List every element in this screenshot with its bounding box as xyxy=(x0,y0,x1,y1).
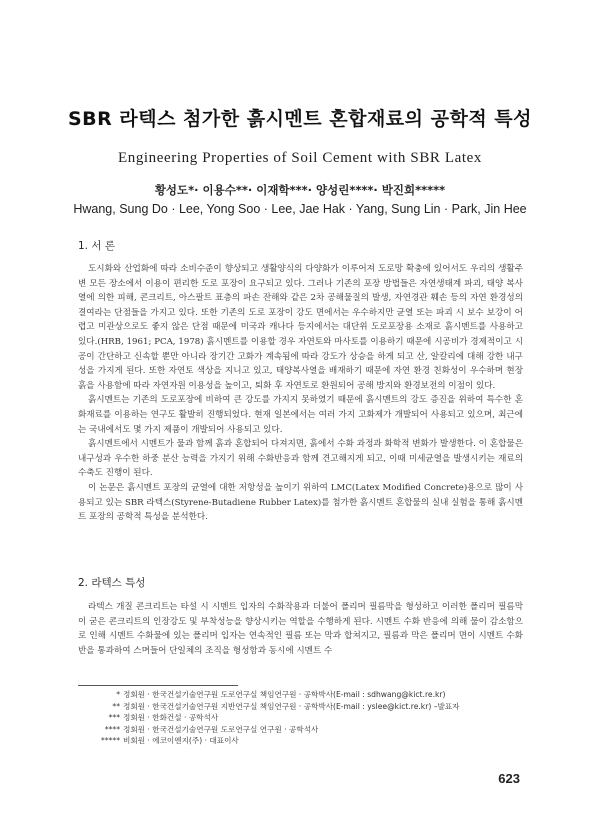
author-list-korean: 황성도*· 이용수**· 이재학***· 양성린****· 박진희***** xyxy=(154,183,446,197)
footnote xyxy=(78,689,538,701)
paragraph: 흙시멘트는 기존의 도로포장에 비하여 큰 강도를 가지지 못하였기 때문에 흙시멘트의 강도 증진을 위하여 특수한 혼화재료를 이용하는 연구도 활발히 진행되었다. 현재 일본에서는 여러 가지 고화제가 개발되어 사용되고 있으며, 최근에는 국내에서도 몇 가지 제품이 개발되어 사용되고 있다. xyxy=(78,395,523,435)
footnote-divider xyxy=(78,685,238,686)
footnote-mark: **** xyxy=(104,724,120,734)
footnote-text: 정회원 · 한화건설 · 공학석사 xyxy=(123,713,219,722)
footnote-text: 비회원 · 에코이엔지(주) · 대표이사 xyxy=(123,736,239,745)
footnote-mark: ***** xyxy=(101,736,120,745)
footnote xyxy=(78,712,538,724)
paper-title-korean: SBR 라텍스 첨가한 흙시멘트 혼합재료의 공학적 특성 xyxy=(67,108,533,130)
footnote-text: 정회원 · 한국건설기술연구원 도로연구실 책임연구원 · 공학박사(E-mail : sdhwang@kict.re.kr) xyxy=(123,690,446,699)
footnote-mark: ** xyxy=(112,701,120,711)
introduction-body xyxy=(78,262,523,525)
page-number: 623 xyxy=(498,771,520,786)
paragraph: 라텍스 개질 콘크리트는 타설 시 시멘트 입자의 수화작용과 더불어 폴리머 필름막을 형성하고 이러한 폴리머 필름막이 굳은 콘크리트의 인장강도 및 부착성능을 향상시키는 역할을 수행하게 된다. 시멘트 수화 반응에 의해 물이 감소함으로 인해 시멘트 수화물에 있는 폴리머 입자는 연속적인 필름 또는 막과 합쳐지고, 필름과 막은 폴리머 면이 시멘트 수화반을 통과하여 스며들어 단일체의 조직을 형성함과 동시에 시멘트 수 xyxy=(78,602,523,656)
footnote-text: 정회원 · 한국건설기술연구원 지반연구실 책임연구원 · 공학박사(E-mail : yslee@kict.re.kr) –발표자 xyxy=(123,701,460,711)
footnote xyxy=(78,735,538,747)
section-heading-latex-properties: 2. 라텍스 특성 xyxy=(78,577,146,589)
section-heading-introduction: 1. 서 론 xyxy=(78,240,115,252)
paragraph: 도시화와 산업화에 따라 소비수준이 향상되고 생활양식의 다양화가 이루어져 도로망 확충에 있어서도 우리의 생활주변 모든 장소에서 이용이 편리한 도로 포장이 요구되고 있다. 그러나 기존의 포장 방법들은 자연생태계 파괴, 태양 복사열에 의한 피해, 콘크리트, 아스팔트 표층의 파손 잔해와 같은 2차 공해물질의 발생, 자연경관 훼손 등의 자연 환경성의 결여라는 단점들을 가지고 있다. 또한 기존의 도로 포장이 강도 면에서는 우수하지만 균열 또는 파괴 시 보수 보강이 어렵고 미관상으로도 좋지 않은 단점 때문에 미국과 캐나다 등지에서는 대단위 도로포장용 소재로 흙시멘트를 사용하고 있다.(HRB, 1961; PCA, 1978) 흙시멘트를 이용할 경우 자연토와 마사토를 이용하기 때문에 시공비가 경제적이고 시공이 간단하고 신속할 뿐만 아니라 장기간 고화가 계속됨에 따라 강도가 상승을 하게 되고 산, 알칼리에 대해 강한 내구성을 가지게 된다. 또한 자연토 색상을 지니고 있고, 태양복사열을 배재하기 때문에 자연 환경 친화성이 우수하며 현장 흙을 사용함에 따라 자연자원 이용성을 높이고, 퇴화 후 자연토로 환원되어 공해 방지와 환경보전의 이점이 있다. xyxy=(78,264,523,391)
author-list-english: Hwang, Sung Do · Lee, Yong Soo · Lee, Jae Hak · Yang, Sung Lin · Park, Jin Hee xyxy=(73,202,527,216)
latex-properties-body xyxy=(78,600,523,658)
author-footnotes xyxy=(78,689,538,747)
footnote-mark: *** xyxy=(108,713,120,722)
paragraph: 이 논문은 흙시멘트 포장의 균열에 대한 저항성을 높이기 위하여 LMC(Latex Modified Concrete)용으로 많이 사용되고 있는 SBR 라텍스(Styrene-Butadiene Rubber Latex)를 첨가한 흙시멘트 혼합물의 실내 실험을 통해 흙시멘트 포장의 공학적 특성을 분석한다. xyxy=(78,482,523,523)
footnote xyxy=(78,724,538,736)
footnote-text: 정회원 · 한국건설기술연구원 도로연구실 연구원 · 공학석사 xyxy=(123,724,319,734)
footnote-mark: * xyxy=(116,690,120,699)
paragraph: 흙시멘트에서 시멘트가 물과 함께 흙과 혼합되어 다져지면, 흙에서 수화 과정과 화학적 변화가 발생한다. 이 혼합물은 내구성과 우수한 하중 분산 능력을 가지기 위해 수화반응과 함께 견고해지게 되고, 이때 미세균열을 발생시키는 재료의 수축도 진행이 된다. xyxy=(78,439,523,479)
footnote xyxy=(78,701,538,713)
paper-title-english: Engineering Properties of Soil Cement with SBR Latex xyxy=(117,150,483,166)
